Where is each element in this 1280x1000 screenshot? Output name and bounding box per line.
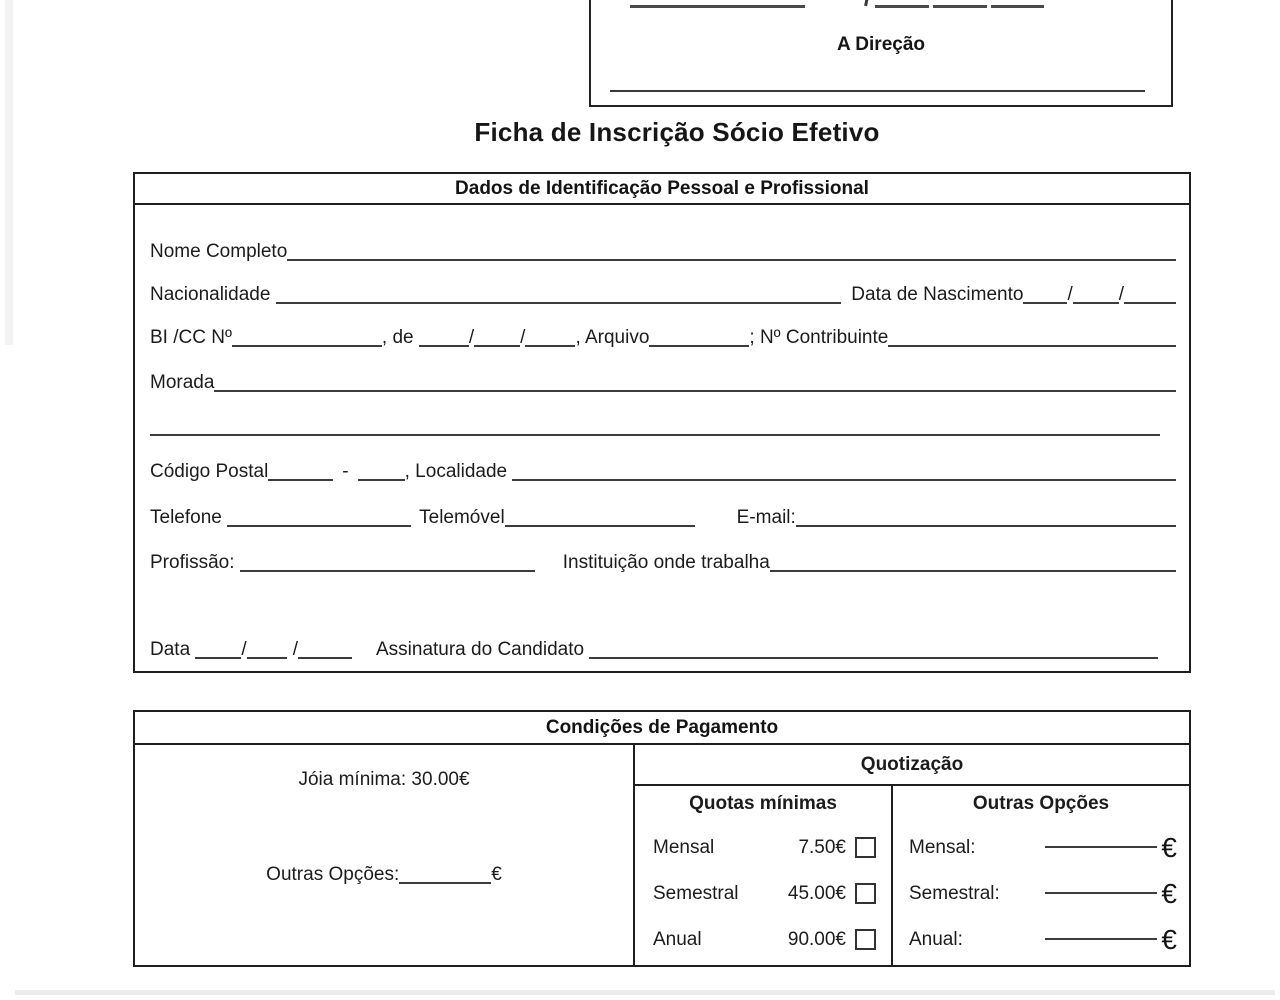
field-label-data-nascimento: Data de Nascimento [851,284,1024,305]
euro-sign: € [1161,877,1177,909]
row-data-assinatura [150,636,1176,662]
row-profissao [150,549,1176,575]
row-codigo-postal [150,458,1176,484]
quotizacao-header: Quotização [635,745,1189,786]
write-in-line [1124,302,1176,304]
write-in-line [875,5,929,8]
de-separator: , de [381,327,419,348]
field-label-bi-cc: BI /CC Nº [150,327,232,348]
row-bi-cc [150,324,1176,350]
write-in-line [287,259,1176,261]
slash-separator: / [1067,284,1073,305]
write-in-line [276,302,842,304]
write-in-line [1073,302,1119,304]
comma-mark [864,0,869,6]
write-in-line [214,390,1176,392]
form-title: Ficha de Inscrição Sócio Efetivo [474,117,880,147]
outras-opcoes-header: Outras Opções [972,793,1110,814]
quota-value: 45.00€ [787,882,846,904]
field-label-codigo-postal: Código Postal [150,461,269,482]
slash-separator: / [520,327,526,348]
outras-label: Anual: [909,928,963,950]
joia-minima-text: Jóia mínima: 30.00€ [298,769,470,790]
field-label-arquivo: , Arquivo [575,327,650,348]
slash-separator: / [292,639,298,660]
write-in-line [399,882,491,884]
write-in-line [268,479,333,481]
checkbox [855,837,876,858]
write-in-line [474,345,520,347]
field-label-data: Data [150,639,196,660]
row-contactos [150,504,1176,530]
outras-label: Semestral: [909,882,1000,904]
write-in-line [649,345,749,347]
quota-value: 7.50€ [798,836,846,858]
field-label-nacionalidade: Nacionalidade [150,284,276,305]
field-label-profissao: Profissão: [150,552,240,573]
write-in-line [247,657,287,659]
quota-row-anual [635,926,891,953]
field-label-contribuinte: ; Nº Contribuinte [749,327,889,348]
write-in-line [1023,302,1067,304]
field-label-localidade: , Localidade [404,461,513,482]
write-in-line [589,657,1158,659]
outras-opcoes-left [135,863,633,887]
write-in-line [888,345,1176,347]
write-in-line [240,570,535,572]
direction-title: A Direção [837,34,925,55]
euro-sign: € [1161,831,1177,863]
payment-conditions-section [133,710,1191,967]
write-in-line [232,345,382,347]
field-label-email: E-mail: [736,507,796,528]
quota-label: Semestral [653,882,739,904]
write-in-line [525,345,575,347]
row-morada-continuation [150,413,1176,439]
write-in-line [512,479,1176,481]
field-label-telefone: Telefone [150,507,228,528]
checkbox [855,883,876,904]
hyphen-separator: - [342,461,349,482]
write-in-line [150,434,1160,436]
personal-section-header: Dados de Identificação Pessoal e Profissional [135,174,1189,205]
write-in-line [630,5,805,8]
outras-row-mensal [893,831,1189,863]
slash-separator: / [1118,284,1124,305]
outras-label: Mensal: [909,836,976,858]
field-label-telemovel: Telemóvel [419,507,505,528]
quotas-minimas-column [635,786,893,965]
outras-opcoes-label: Outras Opções: [266,864,400,885]
euro-sign: € [491,864,502,885]
euro-sign: € [1161,923,1177,955]
field-label-assinatura: Assinatura do Candidato [375,639,590,660]
payment-section-header: Condições de Pagamento [135,712,1189,745]
quota-row-semestral [635,880,891,907]
outras-row-anual [893,923,1189,955]
write-in-line [770,570,1176,572]
write-in-line [796,525,1176,527]
payment-left-cell [135,745,635,965]
row-nome-completo [150,238,1176,264]
field-label-instituicao: Instituição onde trabalha [562,552,770,573]
slash-separator: / [241,639,247,660]
quotizacao-cell [635,745,1189,965]
write-in-line [195,657,241,659]
slash-separator: / [468,327,475,348]
quota-label: Anual [653,928,702,950]
write-in-line [1045,846,1157,848]
write-in-line [419,345,469,347]
quota-label: Mensal [653,836,715,858]
outras-row-semestral [893,877,1189,909]
quota-value: 90.00€ [787,928,846,950]
scan-edge-artifact [5,0,13,345]
write-in-line [1045,892,1157,894]
row-morada [150,369,1176,395]
personal-data-section [133,172,1191,673]
write-in-line [933,5,987,8]
write-in-line [505,525,695,527]
direction-signature-box [589,0,1173,107]
field-label-morada: Morada [150,372,215,393]
write-in-line [1045,938,1157,940]
write-in-line [991,5,1044,8]
write-in-line [358,479,405,481]
write-in-line [298,657,352,659]
direction-signature-line [610,90,1145,92]
field-label-nome-completo: Nome Completo [150,241,288,262]
checkbox [855,929,876,950]
outras-opcoes-column [893,786,1189,965]
row-nacionalidade [150,281,1176,307]
quota-row-mensal [635,834,891,861]
write-in-line [227,525,411,527]
next-section-edge-artifact [15,990,1275,995]
quotas-minimas-header: Quotas mínimas [689,793,837,814]
